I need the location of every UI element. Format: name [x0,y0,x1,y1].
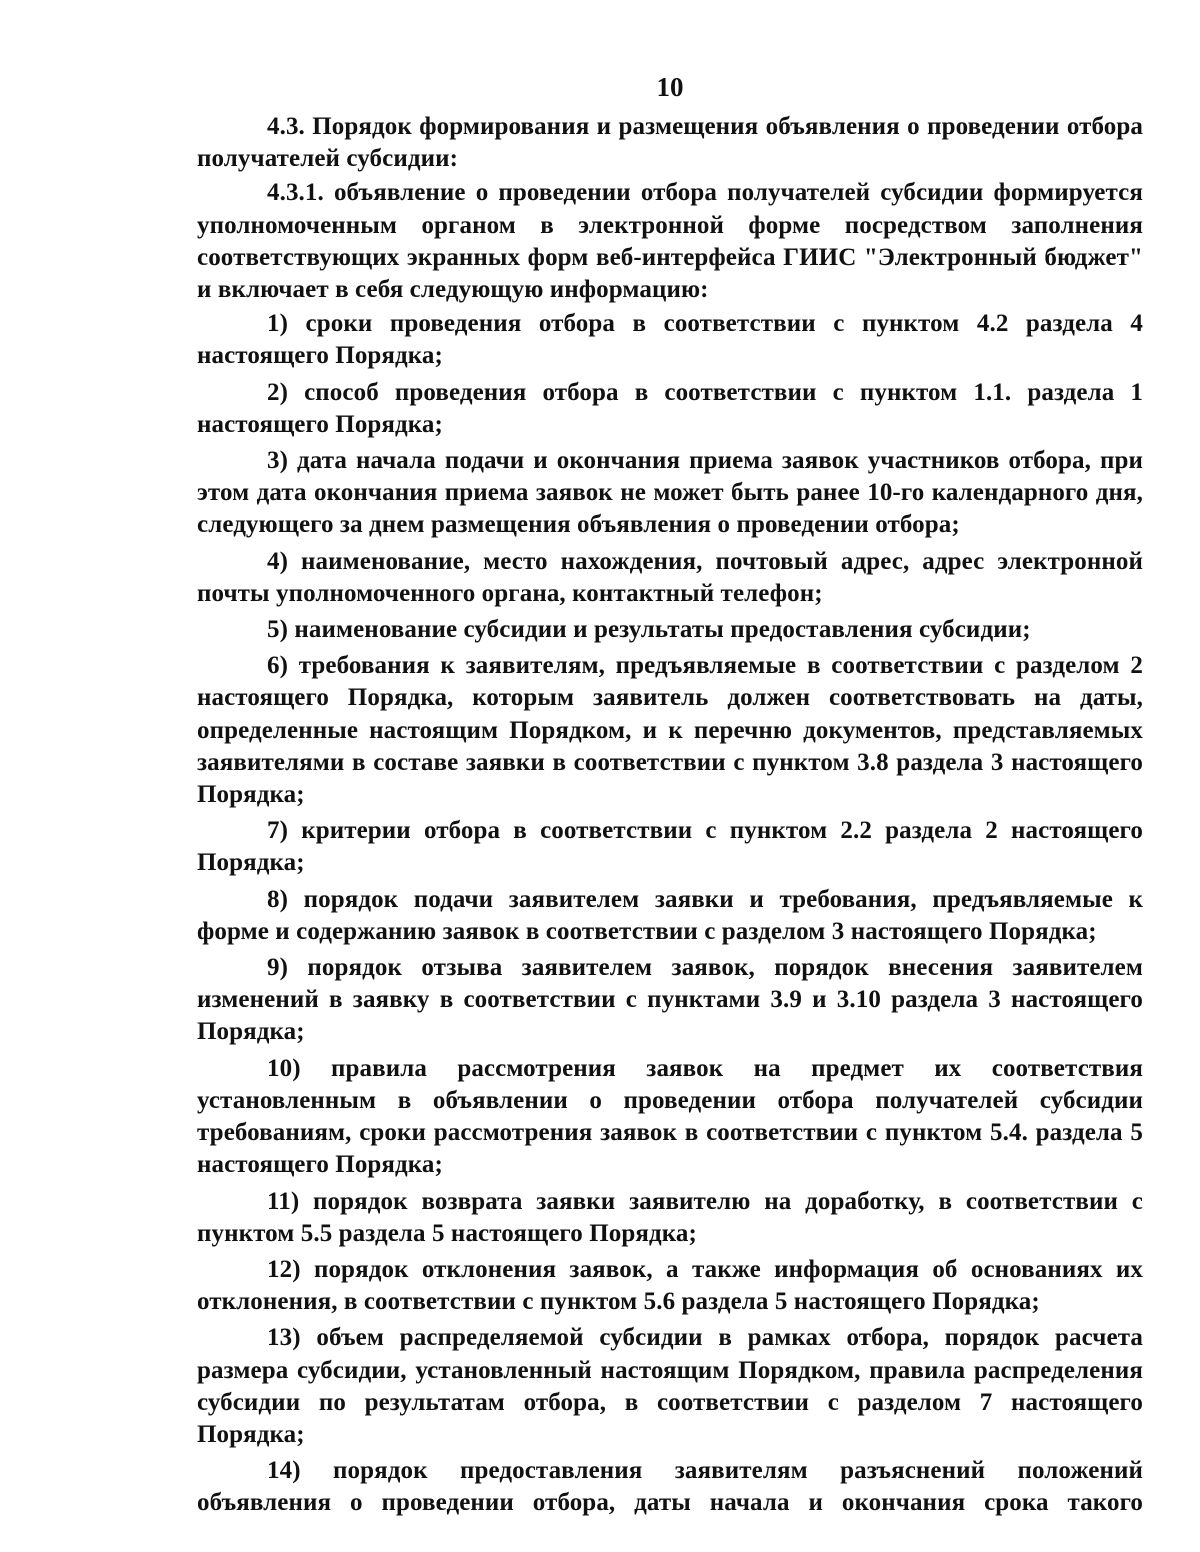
list-item-8: 8) порядок подачи заявителем заявки и требования, предъявляемые к форме и содержанию заявок в соответствии с разделом 3 настоящего Порядка; [197,885,1143,945]
list-item-13: 13) объем распределяемой субсидии в рамках отбора, порядок расчета размера субсидии, установленный настоящим Порядком, правила распределения субсидии по результатам отбора, в соответствии с разделом 7 настоящего Порядка; [197,1324,1143,1448]
list-item-12: 12) порядок отклонения заявок, а также информация об основаниях их отклонения, в соответствии с пунктом 5.6 раздела 5 настоящего Порядка; [197,1255,1143,1316]
paragraph-4-3: 4.3. Порядок формирования и размещения объявления о проведении отбора получателей субсидии: [197,113,1143,173]
list-item-3: 3) дата начала подачи и окончания приема заявок участников отбора, при этом дата окончания приема заявок не может быть ранее 10-го календарного дня, следующего за днем размещения объявления о проведении отбора; [197,447,1143,539]
list-item-11: 11) порядок возврата заявки заявителю на доработку, в соответствии с пунктом 5.5 раздела 5 настоящего Порядка; [197,1187,1143,1247]
list-item-6: 6) требования к заявителям, предъявляемые в соответствии с разделом 2 настоящего Порядка, которым заявитель должен соответствовать на даты, определенные настоящим Порядком, и к перечню документов, представляемых заявителями в составе заявки в соответствии с пунктом 3.8 раздела 3 настоящего Порядка; [197,652,1143,809]
list-item-14: 14) порядок предоставления заявителям разъяснений положений объявления о проведении отбора, даты начала и окончания срока такого [197,1457,1143,1517]
list-item-10: 10) правила рассмотрения заявок на предмет их соответствия установленным в объявлении о проведении отбора получателей субсидии требованиям, сроки рассмотрения заявок в соответствии с пунктом 5.4. раздела 5 настоящего Порядка; [197,1054,1143,1179]
list-item-5: 5) наименование субсидии и результаты предоставления субсидии; [267,616,1031,644]
document-body [197,111,1143,1524]
paragraph-4-3-1: 4.3.1. объявление о проведении отбора получателей субсидии формируется уполномоченным органом в электронной форме посредством заполнения соответствующих экранных форм веб-интерфейса ГИИС "Электронный бюджет" и включает в себя следующую информацию: [197,179,1143,304]
list-item-4: 4) наименование, место нахождения, почтовый адрес, адрес электронной почты уполномоченного органа, контактный телефон; [197,547,1143,607]
page-number: 10 [656,72,684,102]
list-item-1: 1) сроки проведения отбора в соответствии с пунктом 4.2 раздела 4 настоящего Порядка; [197,310,1143,370]
list-item-9: 9) порядок отзыва заявителем заявок, порядок внесения заявителем изменений в заявку в соответствии с пунктами 3.9 и 3.10 раздела 3 настоящего Порядка; [197,954,1143,1046]
list-item-2: 2) способ проведения отбора в соответствии с пунктом 1.1. раздела 1 настоящего Порядка; [197,378,1143,438]
list-item-7: 7) критерии отбора в соответствии с пунктом 2.2 раздела 2 настоящего Порядка; [197,817,1143,877]
